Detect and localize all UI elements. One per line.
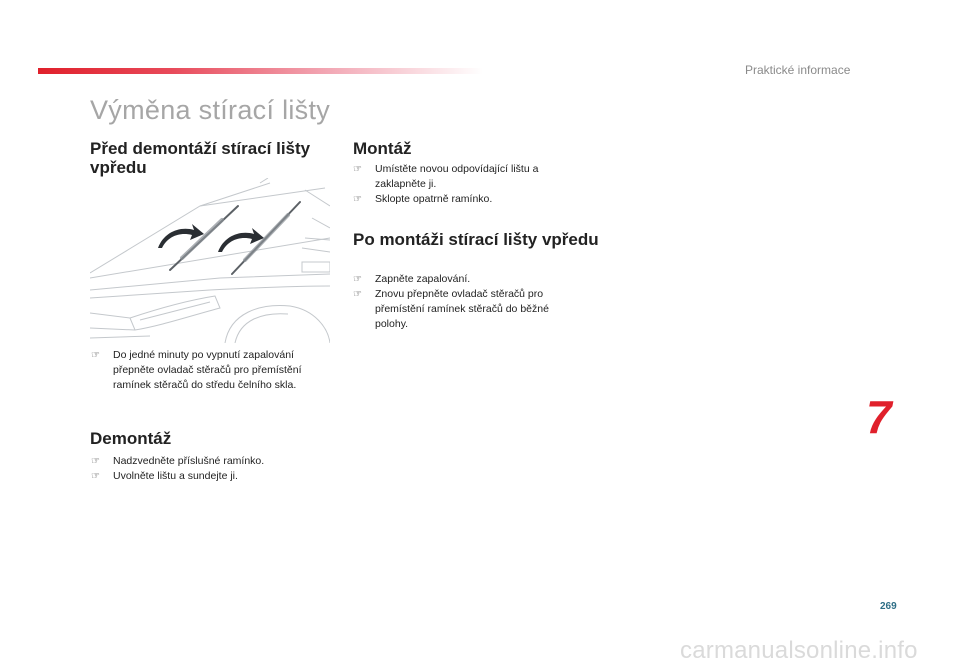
heading-after-installation: Po montáži stírací lišty vpředu (353, 230, 599, 249)
pointing-finger-icon: ☞ (353, 164, 362, 175)
heading-installation: Montáž (353, 139, 412, 158)
list-removal (91, 454, 331, 484)
chapter-number: 7 (866, 391, 892, 443)
section-label: Praktické informace (745, 63, 851, 77)
list-before-removal (91, 348, 331, 393)
heading-removal: Demontáž (90, 429, 172, 448)
list-installation (353, 162, 568, 207)
list-item: ☞ Nadzvedněte příslušné ramínko. (91, 455, 265, 467)
heading-before-removal: Před demontáží stírací lišty vpředu (90, 139, 311, 177)
list-after-installation (353, 272, 568, 332)
page-title: Výměna stírací lišty (90, 95, 331, 125)
pointing-finger-icon: ☞ (353, 289, 362, 300)
pointing-finger-icon: ☞ (91, 456, 100, 467)
list-item: ☞ Znovu přepněte ovladač stěračů pro přemístění ramínek stěračů do běžné polohy. (353, 288, 549, 330)
watermark: carmanualsonline.info (680, 637, 918, 664)
windscreen-wipers-illustration (90, 178, 330, 343)
pointing-finger-icon: ☞ (91, 471, 100, 482)
pointing-finger-icon: ☞ (91, 350, 100, 361)
list-item: ☞ Uvolněte lištu a sundejte ji. (91, 470, 238, 482)
pointing-finger-icon: ☞ (353, 194, 362, 205)
page-number: 269 (880, 601, 897, 612)
list-item: ☞ Umístěte novou odpovídající lištu a zaklapněte ji. (353, 163, 539, 190)
list-item: ☞ Sklopte opatrně ramínko. (353, 193, 493, 205)
list-item: ☞ Do jedné minuty po vypnutí zapalování přepněte ovladač stěračů pro přemístění ramínek stěračů do středu čelního skla. (91, 349, 302, 391)
pointing-finger-icon: ☞ (353, 274, 362, 285)
header-accent-bar (38, 68, 483, 74)
list-item: ☞ Zapněte zapalování. (353, 273, 471, 285)
